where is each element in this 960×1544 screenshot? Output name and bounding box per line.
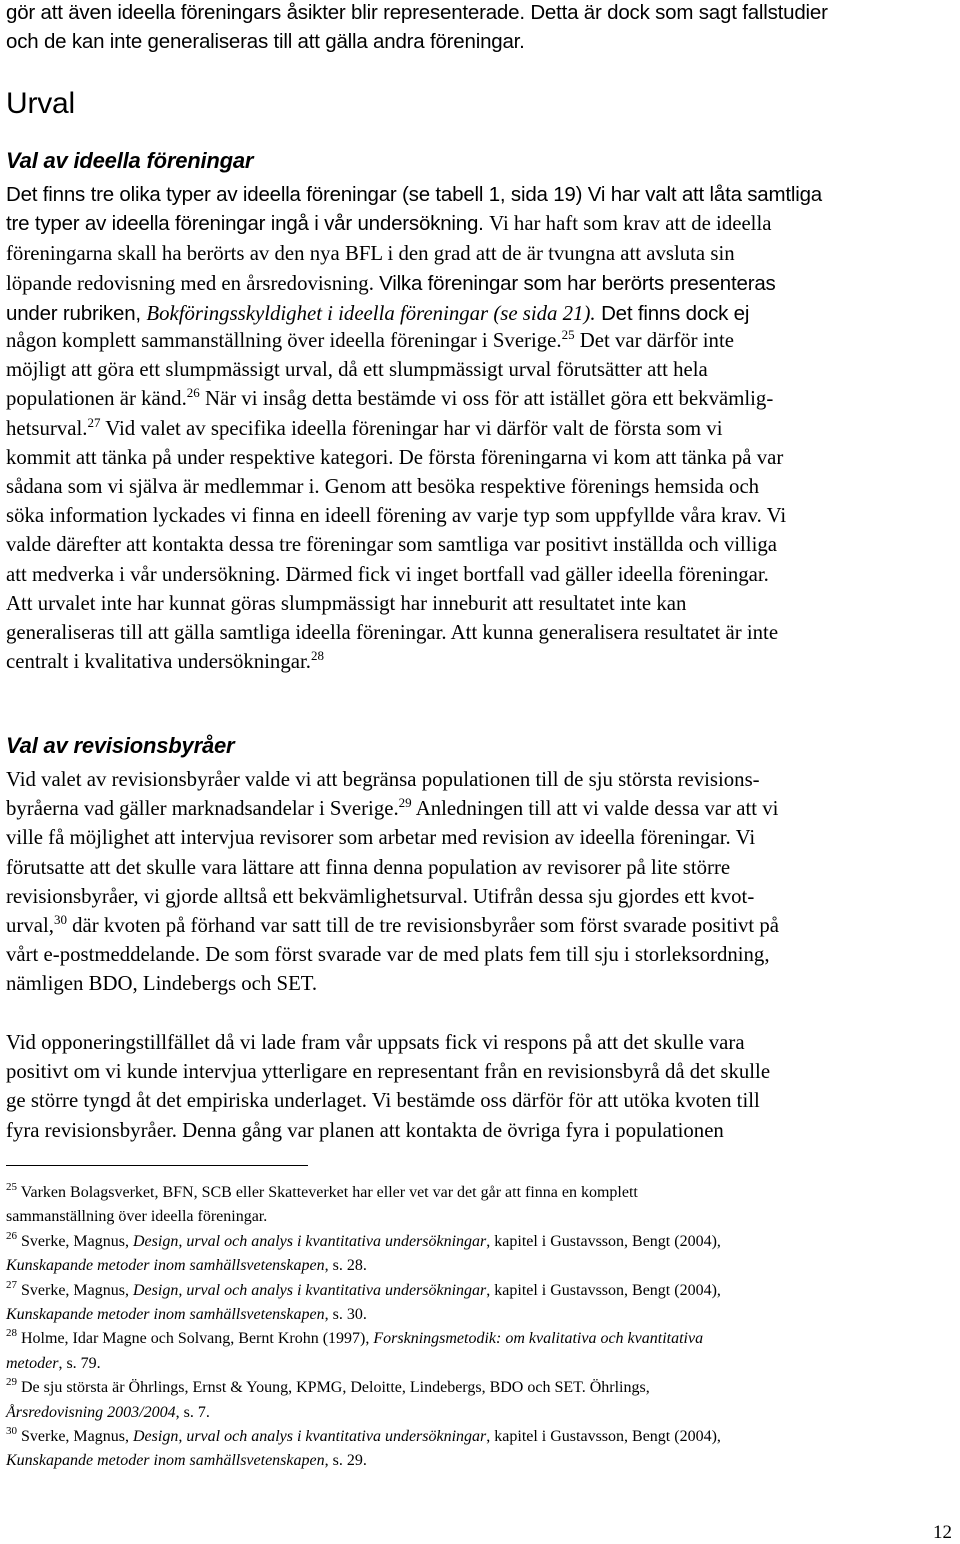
- text-segment: Det var därför inte: [574, 329, 734, 352]
- footnote-ref: 25: [561, 327, 575, 342]
- footnote-title: Design, urval och analys i kvantitativa undersökningar: [132, 1232, 487, 1250]
- text-segment: populationen är känd.: [6, 387, 187, 411]
- text-line: Vid opponeringstillfället då vi lade fram vår uppsats fick vi respons på att det skulle vara: [6, 1031, 745, 1054]
- text-segment: där kvoten på förhand var satt till de tre revisionsbyråer som först svarade positivt på: [66, 914, 780, 938]
- footnote-number: 26: [6, 1229, 17, 1242]
- text-segment: under rubriken,: [6, 301, 147, 325]
- footnote-number: 30: [6, 1425, 17, 1438]
- footnote-title: Kunskapande metoder inom samhällsvetenskapen: [6, 1306, 325, 1324]
- text-line: möjligt att göra ett slumpmässigt urval, då ett slumpmässigt urval förutsätter att hela: [6, 358, 708, 382]
- paragraph-revisionsbyraer: [6, 765, 954, 999]
- footnote-text: , s. 29.: [324, 1452, 367, 1470]
- paragraph-opponering: [6, 1028, 954, 1145]
- text-line: fyra revisionsbyråer. Denna gång var planen att kontakta de övriga fyra i populationen: [6, 1118, 724, 1142]
- footnote-title: Forskningsmetodik: om kvalitativa och kvantitativa: [373, 1330, 704, 1348]
- text-line: föreningarna skall ha berörts av den nya BFL i den grad att de är tvungna att avsluta sin: [6, 242, 735, 266]
- text-segment: Bokföringsskyldighet i ideella föreningar (se sida 21).: [146, 301, 596, 325]
- text-line: Att urvalet inte har kunnat göras slumpmässigt har inneburit att resultatet inte kan: [6, 591, 687, 615]
- footnote-number: 25: [6, 1181, 17, 1193]
- text-line: valde därefter att kontakta dessa tre föreningar som samtliga var positivt inställda och villiga: [6, 533, 777, 557]
- text-line: revisionsbyråer, vi gjorde alltså ett bekvämlighetsurval. Utifrån dessa sju gjordes ett kvot-: [6, 884, 755, 908]
- text-line: vårt e-postmeddelande. De som först svarade var de med plats fem till sju i storleksordning,: [6, 943, 770, 967]
- footnote-text: , s. 28.: [324, 1257, 367, 1275]
- footnote-number: 29: [6, 1376, 17, 1389]
- footnote-title: Kunskapande metoder inom samhällsvetenskapen: [6, 1257, 325, 1275]
- intro-line: gör att även ideella föreningars åsikter blir representerade. Detta är dock som sagt fallstudier: [6, 1, 828, 24]
- text-segment: löpande redovisning med en årsredovisning.: [6, 271, 380, 295]
- footnote-title: Design, urval och analys i kvantitativa undersökningar: [132, 1428, 487, 1446]
- footnote-separator: [6, 1165, 308, 1166]
- text-segment: Det finns dock ej: [595, 301, 750, 325]
- text-line: söka information lyckades vi finna en ideell förening av varje typ som uppfyllde våra krav. Vi: [6, 504, 787, 528]
- paragraph-ideella-cont: [6, 326, 954, 676]
- footnote-text: , kapitel i Gustavsson, Bengt (2004),: [486, 1281, 721, 1299]
- footnote-number: 27: [6, 1278, 17, 1291]
- footnote-title: metoder: [6, 1354, 59, 1372]
- paragraph-ideella: [6, 180, 954, 329]
- footnote-25: [6, 1181, 954, 1230]
- text-line: att medverka i vår undersökning. Därmed fick vi inget bortfall vad gäller ideella föreningar.: [6, 562, 769, 586]
- footnote-text: sammanställning över ideella föreningar.: [6, 1208, 268, 1226]
- footnote-ref: 29: [398, 795, 412, 811]
- footnote-text: , s. 7.: [175, 1403, 210, 1421]
- text-line: Vid valet av revisionsbyråer valde vi att begränsa populationen till de sju största revisions-: [6, 768, 760, 791]
- text-line: ge större tyngd åt det empiriska underlaget. Vi bestämde oss därför för att utöka kvoten till: [6, 1089, 760, 1113]
- subheading-revisionsbyraer: Val av revisionsbyråer: [6, 733, 235, 758]
- text-line: positivt om vi kunde intervjua ytterligare en representant från en revisionsbyrå då det skulle: [6, 1060, 771, 1084]
- footnote-text: , kapitel i Gustavsson, Bengt (2004),: [486, 1428, 721, 1446]
- footnotes: [6, 1181, 954, 1474]
- footnote-title: Kunskapande metoder inom samhällsvetenskapen: [6, 1452, 325, 1470]
- footnote-text: Sverke, Magnus,: [21, 1281, 133, 1299]
- footnote-text: De sju största är Öhrlings, Ernst & Young, KPMG, Deloitte, Lindebergs, BDO och SET. Öhrlings,: [21, 1379, 650, 1397]
- text-line: förutsatte att det skulle vara lättare att finna denna population av revisorer på lite större: [6, 855, 731, 879]
- footnote-29: [6, 1376, 954, 1425]
- footnote-26: [6, 1230, 954, 1279]
- footnote-ref: 30: [53, 912, 67, 928]
- text-line: ville få möjlighet att intervjua revisorer som arbetar med revision av ideella föreningar. Vi: [6, 826, 756, 850]
- text-segment: Vi har haft som krav att de ideella: [489, 212, 772, 236]
- intro-line: och de kan inte generaliseras till att gälla andra föreningar.: [6, 30, 525, 54]
- footnote-text: Sverke, Magnus,: [21, 1232, 133, 1250]
- footnote-text: , s. 30.: [324, 1306, 367, 1324]
- text-segment: Vid valet av specifika ideella föreningar har vi därför valt de första som vi: [100, 416, 723, 440]
- intro-paragraph: [6, 0, 954, 56]
- text-segment: tre typer av ideella föreningar ingå i vår undersökning.: [6, 212, 490, 236]
- text-segment: någon komplett sammanställning över ideella föreningar i Sverige.: [6, 329, 562, 352]
- footnote-title: Design, urval och analys i kvantitativa undersökningar: [132, 1281, 487, 1299]
- text-line: sådana som vi själva är medlemmar i. Genom att besöka respektive förenings hemsida och: [6, 475, 760, 499]
- footnote-30: [6, 1425, 954, 1474]
- footnote-number: 28: [6, 1327, 17, 1340]
- footnote-ref: 27: [87, 414, 101, 430]
- text-line: nämligen BDO, Lindebergs och SET.: [6, 972, 318, 996]
- text-segment: Anledningen till att vi valde dessa var att vi: [411, 797, 779, 821]
- section-title: Urval: [6, 87, 76, 120]
- footnote-ref: 26: [186, 385, 200, 401]
- footnote-title: Årsredovisning 2003/2004: [6, 1403, 176, 1421]
- text-line: Det finns tre olika typer av ideella föreningar (se tabell 1, sida 19) Vi har valt att låta samtliga: [6, 183, 822, 206]
- text-line: generaliseras till att gälla samtliga ideella föreningar. Att kunna generalisera resultatet är inte: [6, 621, 779, 645]
- text-segment: urval,: [6, 914, 54, 938]
- text-segment: hetsurval.: [6, 416, 88, 440]
- text-segment: Vilka föreningar som har berörts presenteras: [379, 271, 776, 295]
- footnote-text: Varken Bolagsverket, BFN, SCB eller Skatteverket har eller vet var det går att finna en komplett: [20, 1184, 638, 1201]
- footnote-28: [6, 1327, 954, 1376]
- text-segment: När vi insåg detta bestämde vi oss för att istället göra ett bekvämlig-: [199, 387, 774, 411]
- text-segment: byråerna vad gäller marknadsandelar i Sverige.: [6, 797, 399, 821]
- page-number: 12: [933, 1522, 952, 1543]
- footnote-27: [6, 1279, 954, 1328]
- subheading-ideella: Val av ideella föreningar: [6, 148, 254, 173]
- footnote-text: , s. 79.: [58, 1354, 101, 1372]
- footnote-text: , kapitel i Gustavsson, Bengt (2004),: [486, 1232, 721, 1250]
- footnote-text: Holme, Idar Magne och Solvang, Bernt Krohn (1997),: [21, 1330, 374, 1348]
- text-segment: centralt i kvalitativa undersökningar.: [6, 650, 311, 674]
- footnote-text: Sverke, Magnus,: [21, 1428, 133, 1446]
- text-line: kommit att tänka på under respektive kategori. De första föreningarna vi kom att tänka på var: [6, 445, 784, 469]
- footnote-ref: 28: [310, 648, 324, 664]
